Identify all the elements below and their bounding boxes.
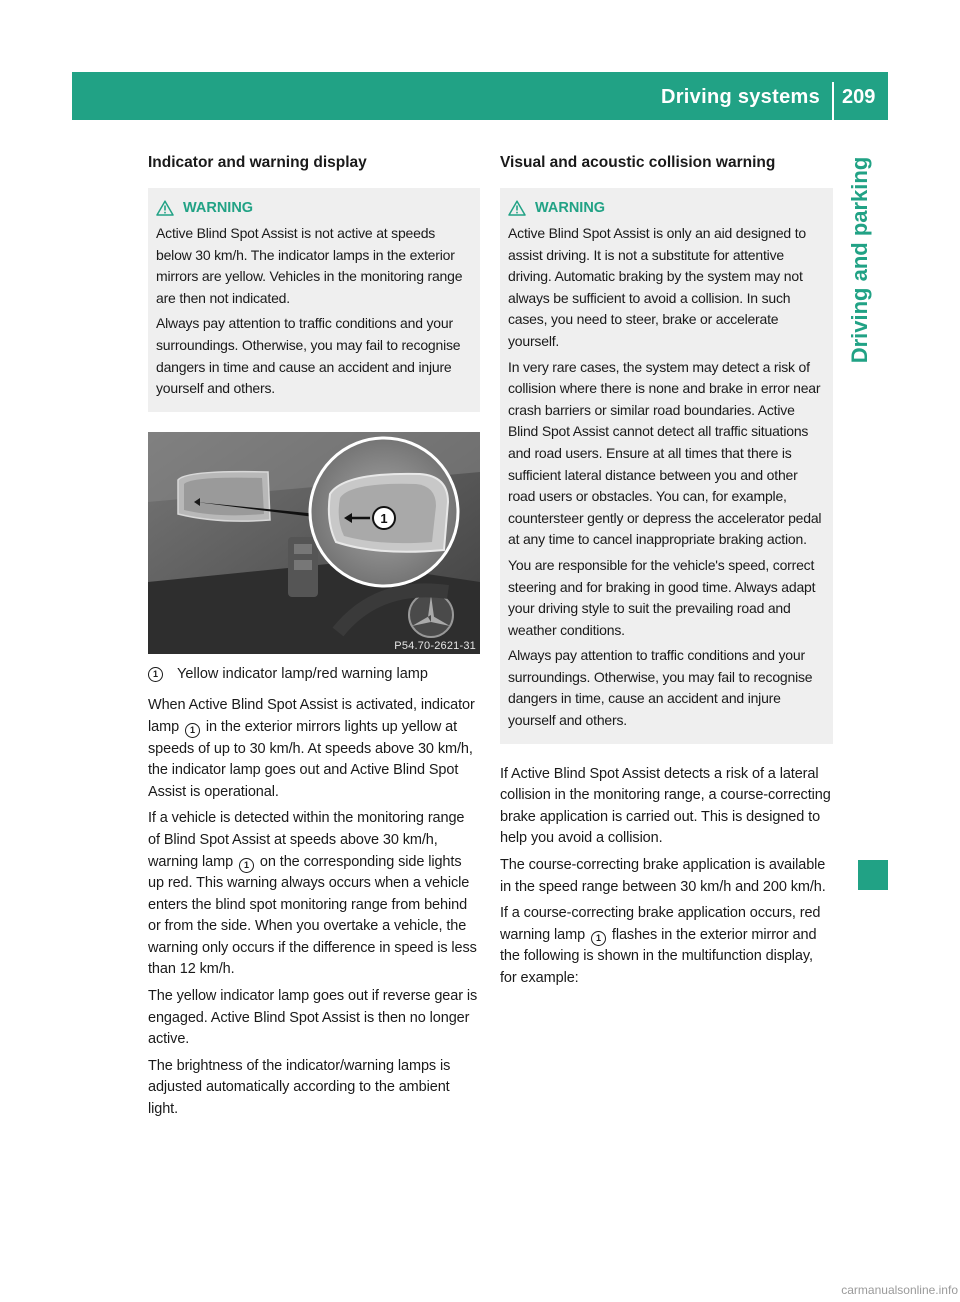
page-number: 209 (842, 86, 876, 108)
caption-text: Yellow indicator lamp/red warning lamp (177, 665, 428, 682)
body-paragraph: If Active Blind Spot Assist detects a risk of a lateral collision in the monitoring range, a course-correcting brake application is carried out. This is designed to help you avoid a collision. (500, 765, 831, 847)
body-paragraph (148, 695, 480, 803)
page-header (72, 72, 888, 120)
callout-1-icon: 1 (148, 667, 163, 682)
warning-triangle-icon (156, 200, 174, 216)
watermark-link[interactable]: carmanualsonline.info (841, 1283, 958, 1297)
warning-paragraph: Always pay attention to traffic conditions and your surroundings. Otherwise, you may fail to recognise dangers in time, cause an accident and injure yourself and others. (508, 647, 813, 729)
warning-paragraph: Always pay attention to traffic conditions and your surroundings. Otherwise, you may fail to recognise dangers in time and cause an accident and injure yourself and others. (156, 315, 461, 397)
section-heading-indicator: Indicator and warning display (148, 154, 367, 171)
chapter-tab-label: Driving and parking (847, 156, 872, 364)
warning-label: WARNING (183, 200, 254, 216)
mirror-photo (148, 432, 480, 654)
mirror-illustration (148, 432, 480, 654)
body-paragraph: The yellow indicator lamp goes out if reverse gear is engaged. Active Blind Spot Assist is then no longer active. (148, 988, 478, 1048)
text-run: in the exterior mirrors lights up yellow at speeds of up to 30 km/h. At speeds above 30 km/h, the indicator lamp goes out and Active Blind Spot Assist is operational. (148, 718, 473, 800)
right-body (500, 764, 833, 990)
warning-header (156, 198, 472, 218)
section-title: Driving systems (660, 86, 820, 108)
callout-1-icon: 1 (591, 931, 606, 946)
warning-header (508, 198, 825, 218)
text-run: If a vehicle is detected within the monitoring range of Blind Spot Assist at speeds above 30 km/h, warning lamp (148, 810, 465, 870)
chapter-tab (832, 120, 888, 400)
warning-paragraph: In very rare cases, the system may detect a risk of collision where there is none and brake in error near crash barriers or similar road boundaries. Active Blind Spot Assist cannot detect all traffic situations and road users. Ensure at all times that there is sufficient lateral distance between you and other road users or obstacles. You can, for example, countersteer gently or depress the accelerator pedal at any time to cancel inappropriate braking action. (508, 358, 822, 548)
header-divider (832, 82, 834, 120)
left-body (148, 695, 480, 1120)
right-column (500, 152, 833, 995)
callout-1-icon: 1 (239, 858, 254, 873)
warning-triangle-icon (508, 200, 526, 216)
text-run: If a course-correcting brake application occurs, red warning lamp (500, 905, 821, 943)
warning-box (148, 188, 480, 412)
warning-box (500, 188, 833, 744)
callout-1-icon: 1 (185, 723, 200, 738)
left-column (148, 152, 480, 1126)
body-paragraph: The brightness of the indicator/warning lamps is adjusted automatically according to the ambient light. (148, 1057, 451, 1118)
warning-paragraph: Active Blind Spot Assist is only an aid designed to assist driving. It is not a substitute for attentive driving. Automatic braking by the system may not always be sufficient to avoid a collision. In such cases, you need to steer, brake or accelerate yourself. (508, 225, 806, 349)
chapter-marker (858, 860, 888, 890)
text-run: on the corresponding side lights up red. This warning always occurs when a vehicle enters the blind spot monitoring range from behind or from the side. When you overtake a vehicle, the warning only occurs if the difference in speed is less than 12 km/h. (148, 853, 477, 978)
text-run: When Active Blind Spot Assist is activated, indicator lamp (148, 697, 475, 735)
warning-paragraph: Active Blind Spot Assist is not active at speeds below 30 km/h. The indicator lamps in the exterior mirrors are yellow. Vehicles in the monitoring range are then not indicated. (156, 225, 463, 306)
figure-caption (148, 664, 480, 686)
figure-callout-1: 1 (380, 510, 388, 526)
body-paragraph: The course-correcting brake application is available in the speed range between 30 km/h and 200 km/h. (500, 857, 826, 895)
figure-code: P54.70-2621-31 (394, 639, 476, 652)
text-run: flashes in the exterior mirror and the following is shown in the multifunction display, for example: (500, 926, 817, 986)
warning-paragraph: You are responsible for the vehicle's speed, correct steering and for braking in good time. Always adapt your driving style to suit the prevailing road and weather conditions. (508, 556, 816, 638)
body-paragraph (500, 903, 833, 989)
warning-label: WARNING (535, 200, 606, 216)
body-paragraph (148, 808, 480, 981)
section-heading-collision: Visual and acoustic collision warning (500, 154, 776, 171)
